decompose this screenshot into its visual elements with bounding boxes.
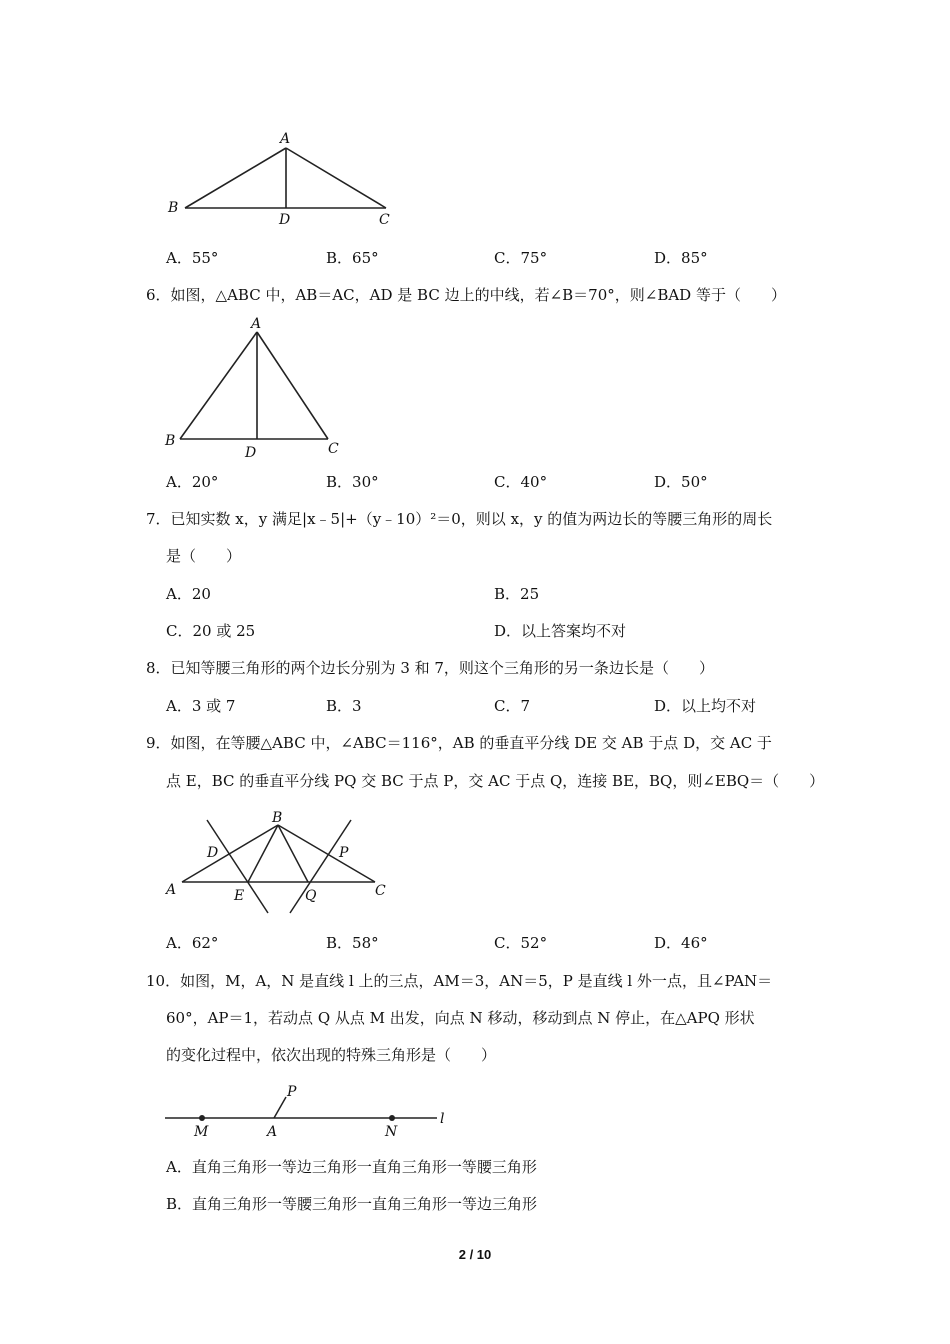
label-l: l [440,1111,445,1127]
figure-q9-triangle [160,805,400,917]
q5-option-b: B．65° [326,249,379,267]
q6-text: 6．如图，△ABC 中，AB＝AC，AD 是 BC 边上的中线，若∠B＝70°，则∠BAD 等于（ ） [146,286,786,304]
q7-text-line1: 7．已知实数 x，y 满足|x﹣5|+（y﹣10）²＝0，则以 x，y 的值为两边长的等腰三角形的周长 [146,510,773,528]
label-d: D [245,445,257,461]
label-c: C [375,883,386,899]
label-b: B [272,810,283,826]
q6-option-c: C．40° [494,473,548,491]
q9-option-b: B．58° [326,934,379,952]
label-c: C [379,212,390,228]
q6-option-b: B．30° [326,473,379,491]
figure-q6-triangle [160,312,360,462]
label-a: A [280,131,291,147]
segment-ac [257,332,328,439]
label-c: C [328,441,339,457]
q8-option-b: B．3 [326,697,362,715]
q9-text-line2: 点 E，BC 的垂直平分线 PQ 交 BC 于点 P，交 AC 于点 Q，连接 BE，BQ，则∠EBQ＝（ ） [166,772,825,790]
segment-ab [180,332,257,439]
label-b: B [168,200,179,216]
q10-option-b: B．直角三角形一等腰三角形一直角三角形一等边三角形 [166,1195,538,1213]
q8-option-d: D．以上均不对 [654,697,757,715]
label-a: A [166,882,177,898]
q8-option-c: C．7 [494,697,531,715]
q5-option-c: C．75° [494,249,548,267]
q9-option-a: A．62° [166,934,219,952]
q9-text-line1: 9．如图，在等腰△ABC 中，∠ABC＝116°，AB 的垂直平分线 DE 交 AB 于点 D，交 AC 于 [146,734,772,752]
q7-text-line2: 是（ ） [166,547,242,565]
label-e: E [234,888,245,904]
label-q: Q [305,888,317,904]
q9-option-c: C．52° [494,934,548,952]
label-n: N [385,1124,398,1140]
q10-option-a: A．直角三角形一等边三角形一直角三角形一等腰三角形 [166,1158,537,1176]
point-m [199,1115,205,1121]
label-b: B [165,433,176,449]
q10-text-line1: 10．如图，M，A，N 是直线 l 上的三点，AM＝3，AN＝5，P 是直线 l 外一点，且∠PAN＝ [146,972,773,990]
q10-text-line2: 60°，AP＝1，若动点 Q 从点 M 出发，向点 N 移动，移动到点 N 停止，在△APQ 形状 [166,1009,755,1027]
label-a: A [251,316,262,332]
q7-option-b: B．25 [494,585,540,603]
q8-text: 8．已知等腰三角形的两个边长分别为 3 和 7，则这个三角形的另一条边长是（ ） [146,659,714,677]
label-d: D [279,212,291,228]
q6-option-a: A．20° [166,473,219,491]
q7-option-a: A．20 [166,585,211,603]
segment-ab [185,148,286,208]
q10-text-line3: 的变化过程中，依次出现的特殊三角形是（ ） [166,1046,497,1064]
label-p: P [339,845,349,861]
q7-option-c: C．20 或 25 [166,622,256,640]
q5-option-d: D．85° [654,249,708,267]
label-a: A [267,1124,278,1140]
q5-option-a: A．55° [166,249,219,267]
label-d: D [207,845,219,861]
segment-ap [274,1097,286,1118]
label-m: M [194,1124,209,1140]
q9-option-d: D．46° [654,934,708,952]
label-p: P [287,1084,297,1100]
q7-option-d: D．以上答案均不对 [494,622,627,640]
figure-q5-triangle [160,128,400,228]
q8-option-a: A．3 或 7 [166,697,236,715]
segment-ac [286,148,386,208]
page-number: 2 / 10 [458,1247,492,1262]
point-n [389,1115,395,1121]
q6-option-d: D．50° [654,473,708,491]
figure-q10-line [160,1080,460,1140]
